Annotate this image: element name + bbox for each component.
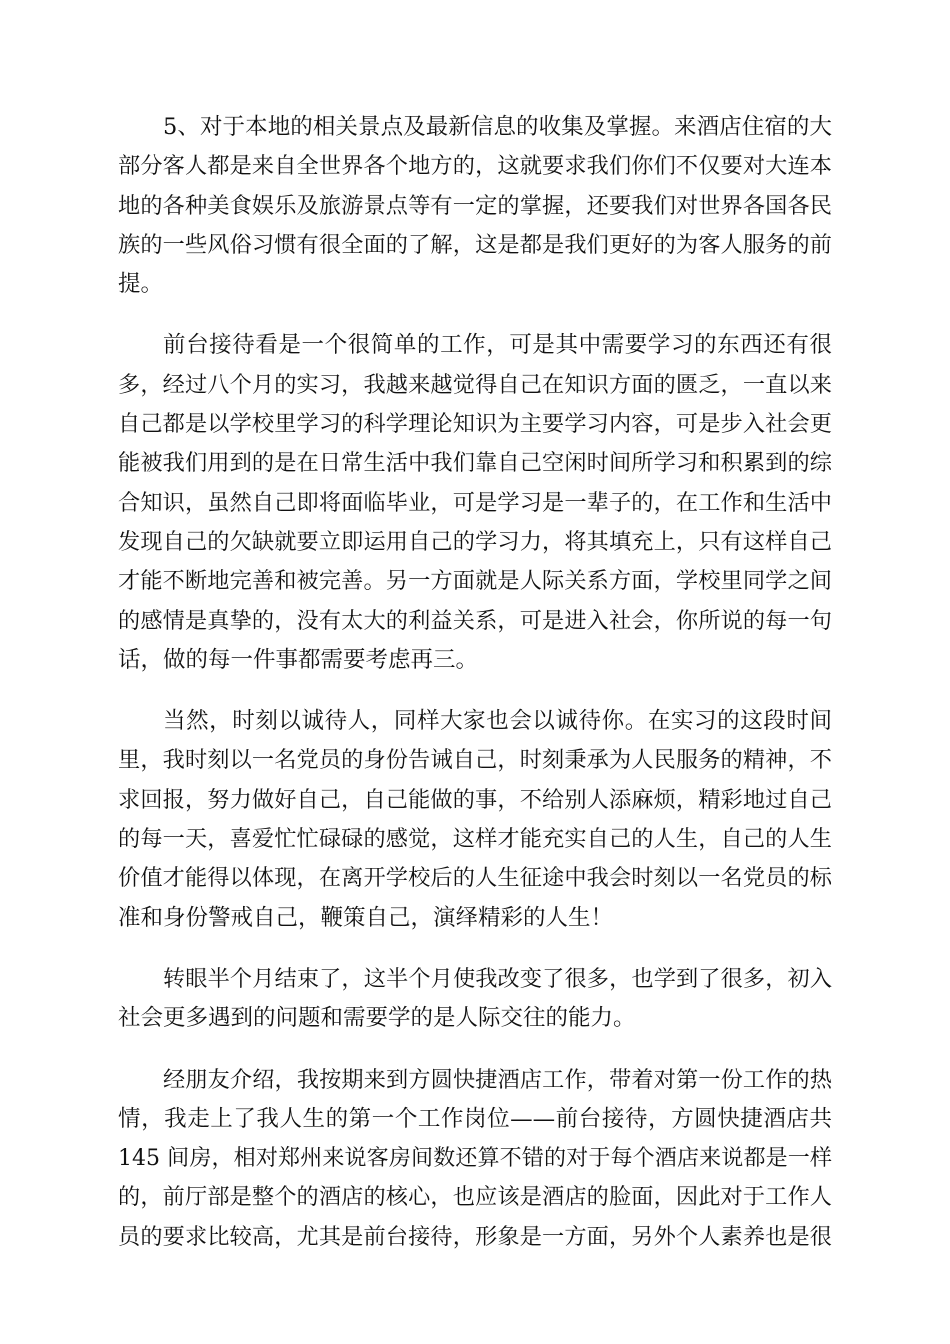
text-line: 自己都是以学校里学习的科学理论知识为主要学习内容，可是步入社会更 (118, 411, 832, 438)
paragraph-half-month (118, 960, 832, 1039)
text-line: 里，我时刻以一名党员的身份告诫自己，时刻秉承为人民服务的精神，不 (118, 747, 832, 774)
text-line: 的每一天，喜爱忙忙碌碌的感觉，这样才能充实自己的人生，自己的人生 (118, 826, 832, 853)
document-page (118, 108, 832, 1279)
paragraph-front-desk (118, 326, 832, 680)
text-line: 当然，时刻以诚待人，同样大家也会以诚待你。在实习的这段时间 (163, 708, 832, 735)
paragraph-sincerity (118, 702, 832, 938)
text-line: 的，前厅部是整个的酒店的核心，也应该是酒店的脸面，因此对于工作人 (118, 1184, 832, 1211)
text-line: 求回报，努力做好自己，自己能做的事，不给别人添麻烦，精彩地过自己 (118, 786, 832, 813)
paragraph-local-info (118, 108, 832, 304)
text-line: 5、对于本地的相关景点及最新信息的收集及掌握。来酒店住宿的大 (163, 114, 832, 140)
text-line: 话，做的每一件事都需要考虑再三。 (118, 646, 479, 673)
text-line: 族的一些风俗习惯有很全面的了解，这是都是我们更好的为客人服务的前 (118, 231, 832, 258)
text-line: 部分客人都是来自全世界各个地方的，这就要求我们你们不仅要对大连本 (118, 153, 832, 180)
text-line: 地的各种美食娱乐及旅游景点等有一定的掌握，还要我们对世界各国各民 (118, 192, 832, 219)
text-line: 能被我们用到的是在日常生活中我们靠自己空闲时间所学习和积累到的综 (118, 450, 832, 477)
paragraph-hotel-intro (118, 1061, 832, 1257)
text-line: 合知识，虽然自己即将面临毕业，可是学习是一辈子的，在工作和生活中 (118, 489, 832, 516)
text-line: 情，我走上了我人生的第一个工作岗位——前台接待，方圆快捷酒店共 (118, 1105, 832, 1132)
text-line: 价值才能得以体现，在离开学校后的人生征途中我会时刻以一名党员的标 (118, 865, 832, 892)
text-line: 发现自己的欠缺就要立即运用自己的学习力，将其填充上，只有这样自己 (118, 528, 832, 555)
text-line: 多，经过八个月的实习，我越来越觉得自己在知识方面的匮乏，一直以来 (118, 371, 832, 398)
text-line: 提。 (118, 271, 164, 298)
text-line: 经朋友介绍，我按期来到方圆快捷酒店工作，带着对第一份工作的热 (163, 1066, 832, 1093)
text-line: 才能不断地完善和被完善。另一方面就是人际关系方面，学校里同学之间 (118, 568, 832, 595)
text-line: 145 间房，相对郑州来说客房间数还算不错的对于每个酒店来说都是一样 (118, 1146, 832, 1172)
text-line: 员的要求比较高，尤其是前台接待，形象是一方面，另外个人素养也是很 (118, 1223, 832, 1250)
text-line: 准和身份警戒自己，鞭策自己，演绎精彩的人生！ (118, 904, 614, 931)
text-line: 转眼半个月结束了，这半个月使我改变了很多，也学到了很多，初入 (163, 965, 832, 992)
text-line: 前台接待看是一个很简单的工作，可是其中需要学习的东西还有很 (163, 332, 832, 359)
text-line: 社会更多遇到的问题和需要学的是人际交往的能力。 (118, 1005, 636, 1032)
text-line: 的感情是真挚的，没有太大的利益关系，可是进入社会，你所说的每一句 (118, 607, 832, 634)
